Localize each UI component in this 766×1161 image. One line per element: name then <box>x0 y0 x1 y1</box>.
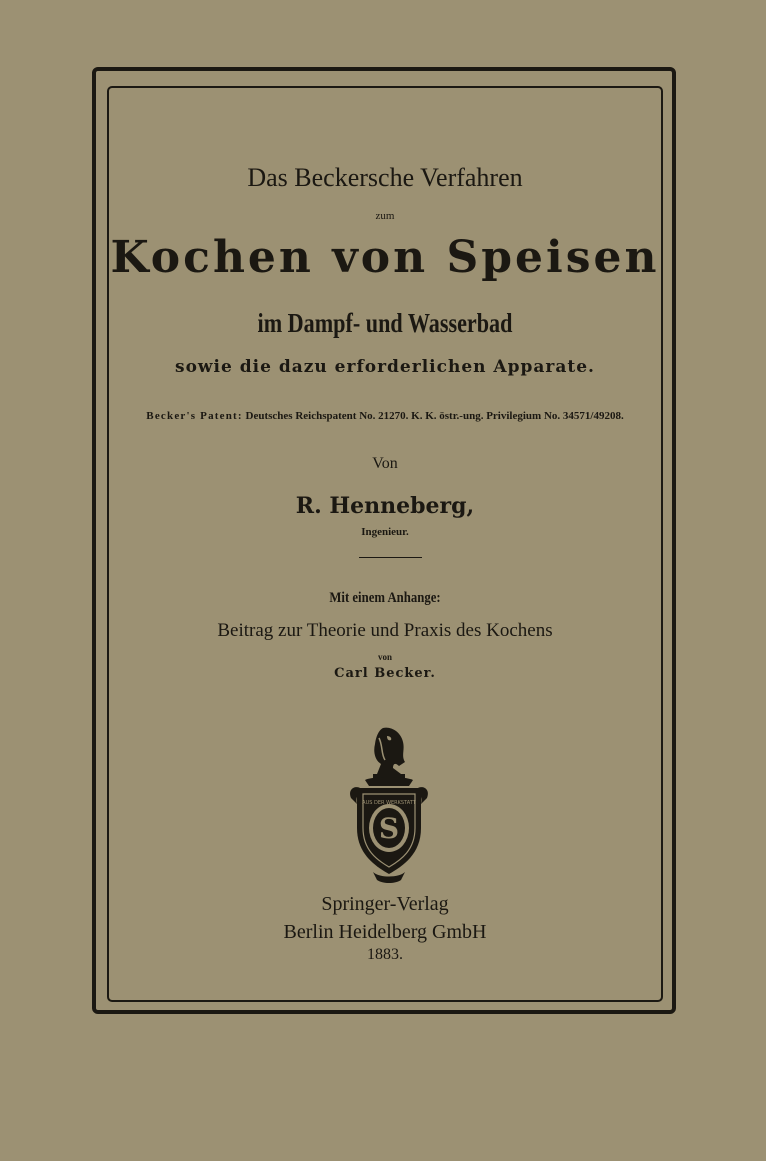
by-label: Von <box>372 455 398 472</box>
title-line-2: zum <box>375 210 395 222</box>
main-title: Kochen von Speisen <box>110 232 660 283</box>
publisher-city: Berlin Heidelberg GmbH <box>283 921 487 943</box>
patent-label: Becker's Patent: <box>146 410 243 422</box>
appendix-title: Beitrag zur Theorie und Praxis des Kochens <box>217 620 553 641</box>
author-title: Ingenieur. <box>361 526 409 538</box>
author-name: R. Henneberg, <box>295 493 475 519</box>
appendix-label: Mit einem Anhange: <box>329 590 441 606</box>
title-line-5: sowie die dazu erforderlichen Apparate. <box>175 357 595 377</box>
divider-rule <box>359 557 422 558</box>
springer-horse-logo-icon <box>343 724 435 884</box>
publisher: Springer-Verlag <box>321 893 449 915</box>
svg-text:AUS DER WERKSTATT: AUS DER WERKSTATT <box>362 800 416 806</box>
title-line-1: Das Beckersche Verfahren <box>247 163 523 192</box>
title-line-4: im Dampf- und Wasserbad <box>257 308 513 338</box>
publication-year: 1883. <box>367 946 403 963</box>
appendix-by: von <box>377 652 392 662</box>
appendix-author: Carl Becker. <box>334 666 436 681</box>
patent-line <box>107 410 663 422</box>
svg-text:S: S <box>378 812 400 845</box>
patent-text: Deutsches Reichspatent No. 21270. K. K. östr.-ung. Privilegium No. 34571/49208. <box>245 410 624 422</box>
